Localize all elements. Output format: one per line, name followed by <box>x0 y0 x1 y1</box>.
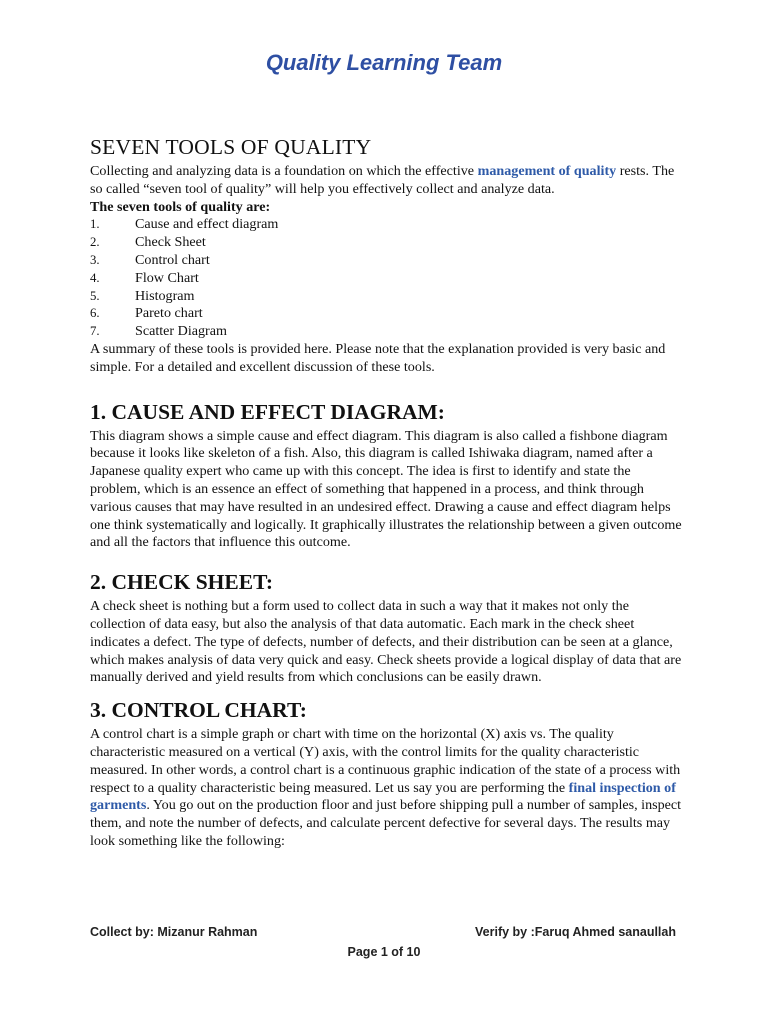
summary-paragraph: A summary of these tools is provided here. Please note that the explanation provided is very basic and simple. For a detailed and excellent discussion of these tools. <box>90 340 666 375</box>
final-inspection-link[interactable]: final inspection of garments <box>90 779 676 814</box>
list-item-label: Check Sheet <box>135 234 206 251</box>
list-item-label: Cause and effect diagram <box>135 216 279 233</box>
list-item <box>90 234 682 252</box>
list-item <box>90 252 682 270</box>
list-item-number: 7. <box>90 324 100 339</box>
list-item-label: Histogram <box>135 287 195 304</box>
intro-text-end: rests. The so called “seven tool of quality” will help you effectively collect and analyze data. <box>90 163 675 197</box>
management-of-quality-link[interactable]: management of quality <box>477 163 617 179</box>
page-header-title: Quality Learning Team <box>265 50 503 75</box>
check-sheet-paragraph: A check sheet is nothing but a form used to collect data in such a way that it makes not only the collection of data easy, but also the analysis of that data automatic. Each mark in the check sheet indicates a defect. The type of defects, number of defects, and their distribution can be seen at a glance, which makes analysis of data very quick and easy. Check sheets provide a logical display of data that are manually derived and yield results from which conclusions can be easily drawn. <box>90 598 682 686</box>
intro-paragraph <box>90 163 682 199</box>
list-item <box>90 323 682 341</box>
page-number: Page 1 of 10 <box>347 945 421 959</box>
list-item-label: Flow Chart <box>135 269 199 286</box>
list-item <box>90 270 682 288</box>
list-item <box>90 216 682 234</box>
list-item-number: 4. <box>90 270 100 285</box>
collect-by-label: Collect by: Mizanur Rahman <box>90 925 258 939</box>
list-item-label: Control chart <box>135 251 210 268</box>
section-heading-cause-effect: 1. CAUSE AND EFFECT DIAGRAM: <box>90 399 445 424</box>
list-item <box>90 305 682 323</box>
control-chart-paragraph <box>90 726 682 851</box>
tools-list-title: The seven tools of quality are: <box>90 198 271 215</box>
cause-effect-paragraph: This diagram shows a simple cause and effect diagram. This diagram is also called a fishbone diagram because it looks like skeleton of a fish. Also, this diagram is called Ishiwaka diagram, named after a Japanese quality expert who came up with this concept. The idea is first to identify and state the problem, which is an essence an effect of something that happened in a process, and think through various causes that may have resulted in an undesired effect. Drawing a cause and effect diagram helps one think systematically and logically. It graphically illustrates the relationship between a given outcome and all the factors that influence this outcome. <box>90 427 682 551</box>
list-item-number: 6. <box>90 306 100 321</box>
section-heading-check-sheet: 2. CHECK SHEET: <box>90 570 273 595</box>
list-item-number: 5. <box>90 288 100 303</box>
list-item <box>90 288 682 306</box>
intro-text-start: Collecting and analyzing data is a foundation on which the effective <box>90 163 478 179</box>
list-item-label: Scatter Diagram <box>135 323 227 340</box>
list-item-label: Pareto chart <box>135 305 203 322</box>
control-chart-text-end: . You go out on the production floor and just before shipping pull a number of samples, inspect them, and note the number of defects, and calculate percent defective for several days. The results may look something like the following: <box>90 797 682 849</box>
document-body <box>90 134 682 851</box>
list-item-number: 2. <box>90 235 100 250</box>
intro-heading: SEVEN TOOLS OF QUALITY <box>90 135 372 159</box>
list-item-number: 1. <box>90 217 100 232</box>
tools-list <box>90 216 682 341</box>
section-heading-control-chart: 3. CONTROL CHART: <box>90 698 307 723</box>
verify-by-label: Verify by :Faruq Ahmed sanaullah <box>475 925 676 939</box>
control-chart-text-start: A control chart is a simple graph or chart with time on the horizontal (X) axis vs. The quality characteristic measured on a vertical (Y) axis, with the control limits for the quality characteristic measured. In other words, a control chart is a continuous graphic indication of the state of a process with respect to a quality characteristic being measured. Let us say you are performing the <box>90 726 681 796</box>
list-item-number: 3. <box>90 252 100 267</box>
